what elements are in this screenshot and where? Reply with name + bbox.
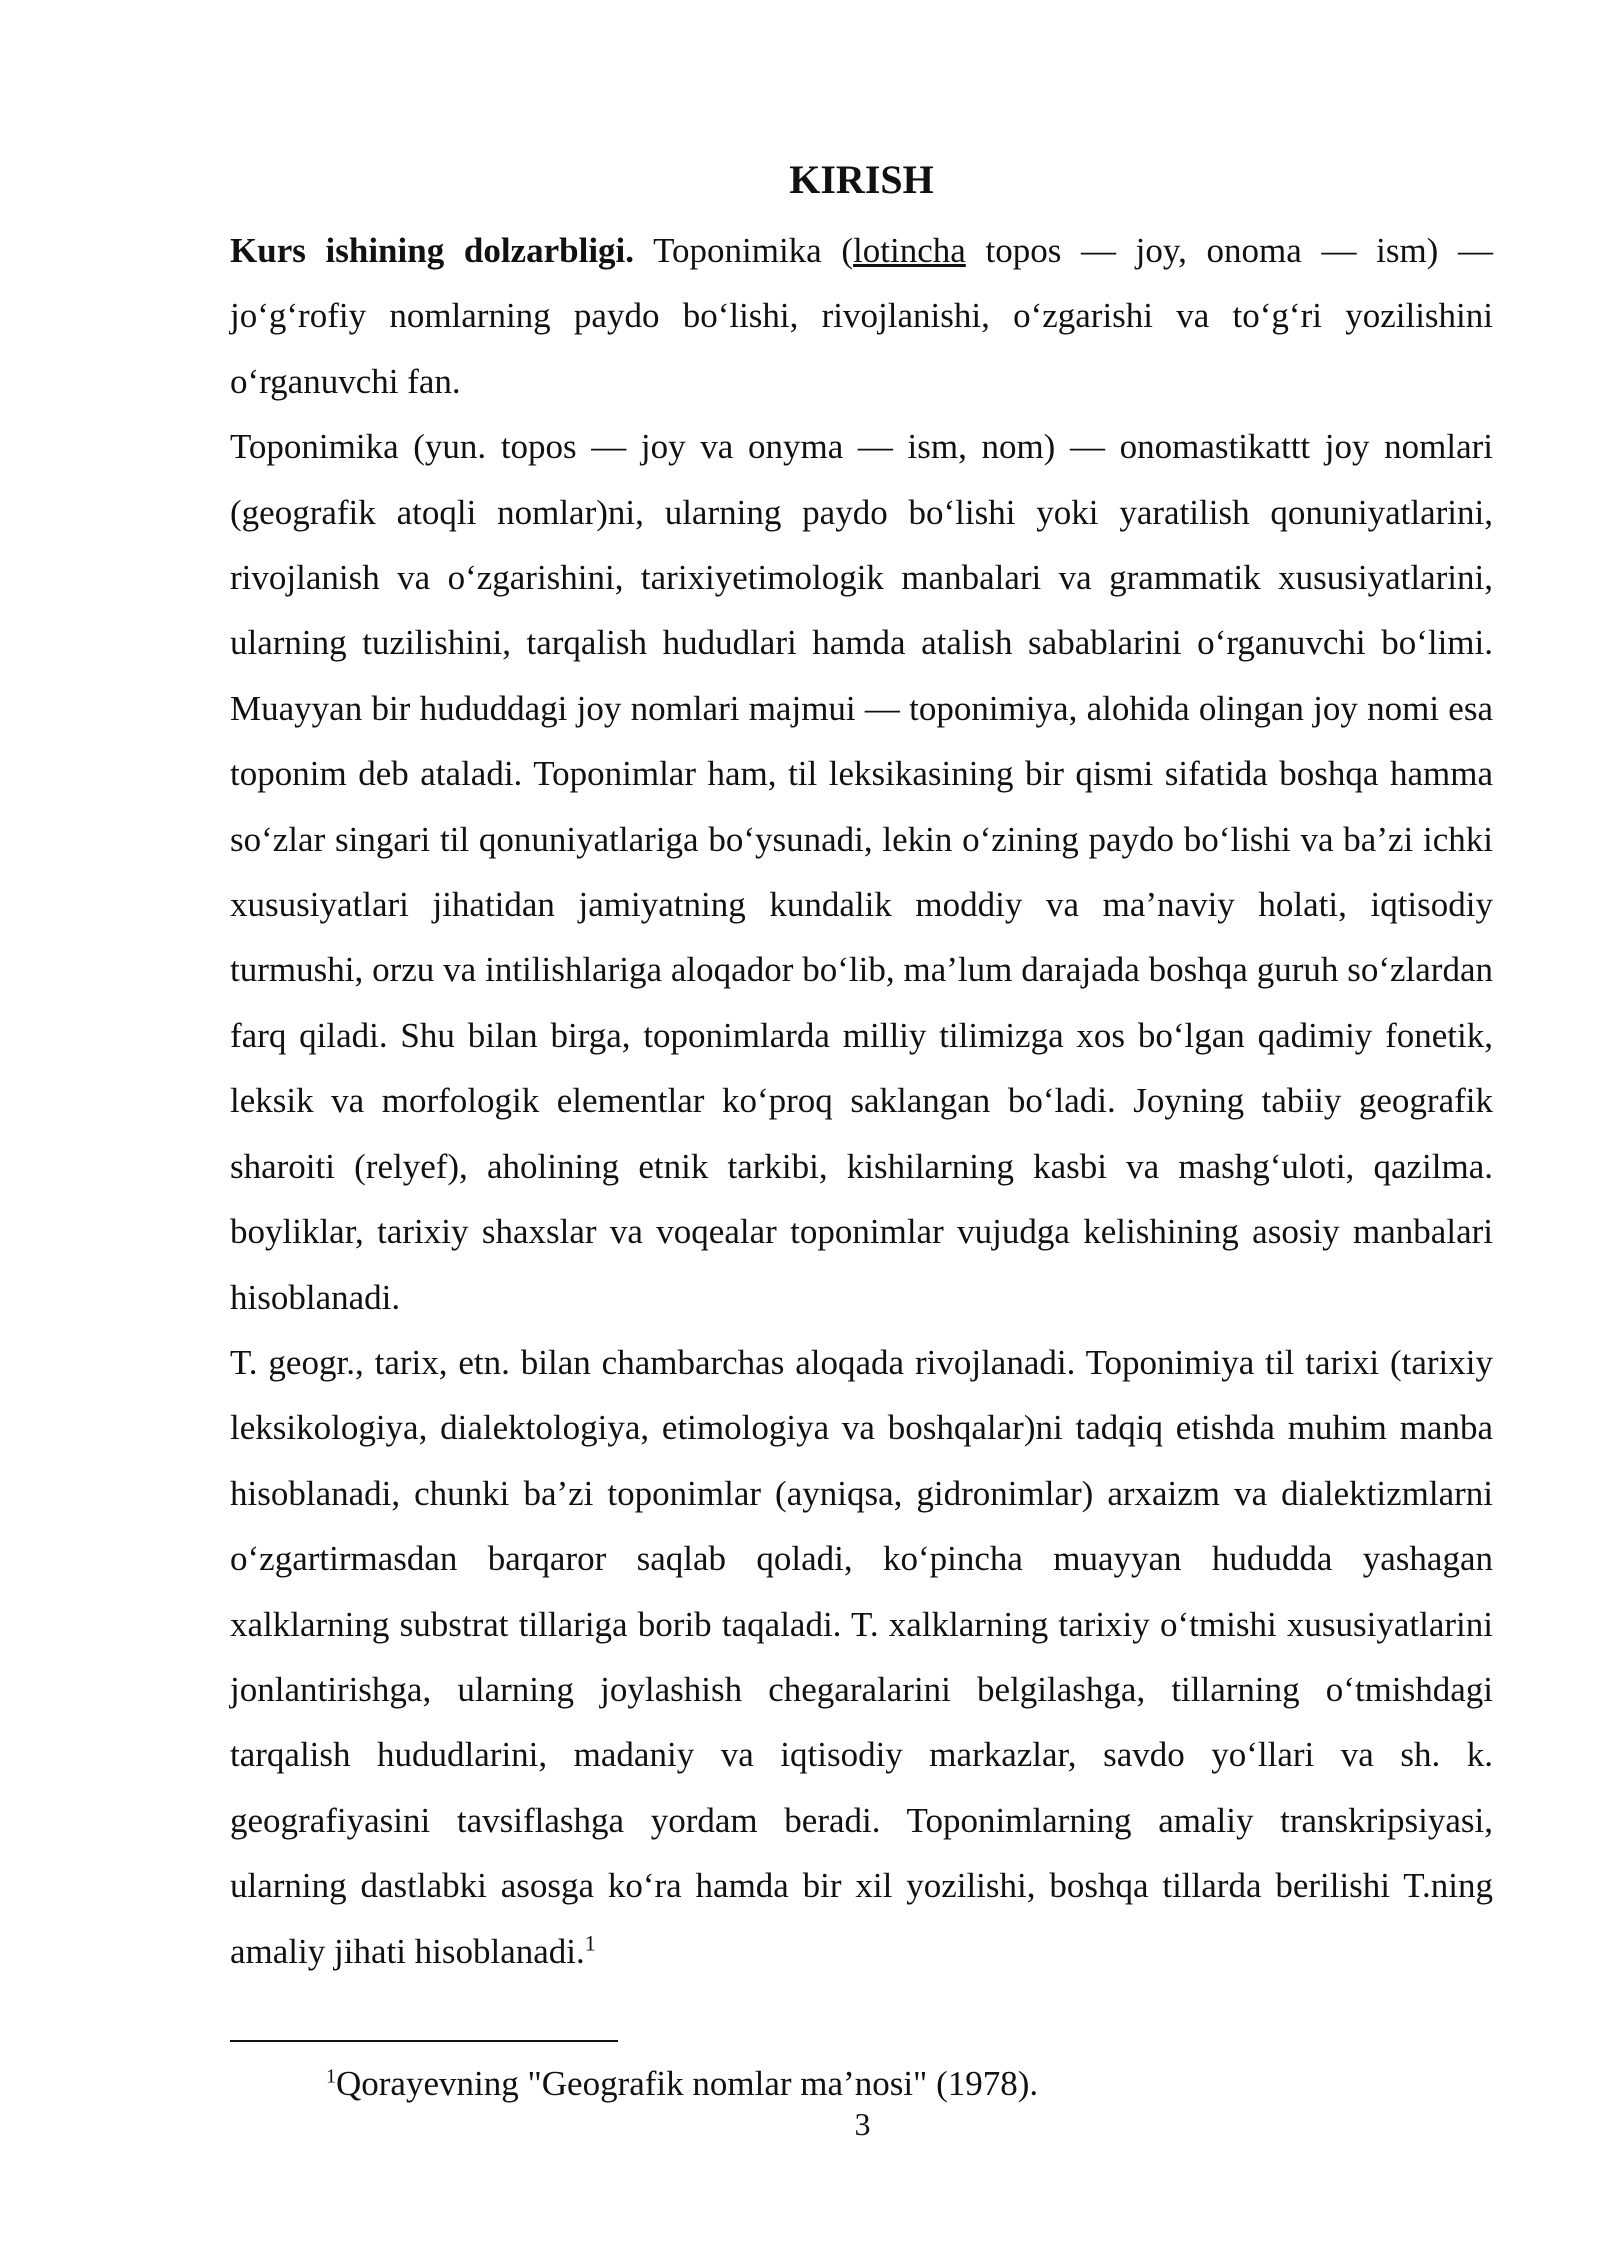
footnote [326,2062,1038,2106]
paragraph-relevance [230,218,1493,414]
paragraph-text-rest: topos — joy, onoma — ism) — jo‘g‘rofiy nomlarning paydo bo‘lishi, rivojlanishi, o‘zgarishi va to‘g‘ri yozilishini o‘rganuvchi fan. [230,231,1494,401]
section-heading: KIRISH [789,157,934,202]
footnote-marker: 1 [326,2065,336,2088]
underlined-word: lotincha [853,231,966,270]
footnote-text: Qorayevning "Geografik nomlar ma’nosi" (1978). [336,2064,1039,2103]
paragraph-definition: Toponimika (yun. topos — joy va onyma — ism, nom) — onomastikattt joy nomlari (geografik atoqli nomlar)ni, ularning paydo bo‘lishi yoki yaratilish qonuniyatlarini, rivojlanish va o‘zgarishini, tarixiyetimologik manbalari va grammatik xususiyatlarini, ularning tuzilishini, tarqalish hududlari hamda atalish sabablarini o‘rganuvchi bo‘limi. Muayyan bir hududdagi joy nomlari majmui — toponimiya, alohida olingan joy nomi esa toponim deb ataladi. Toponimlar ham, til leksikasining bir qismi sifatida boshqa hamma so‘zlar singari til qonuniyatlariga bo‘ysunadi, lekin o‘zining paydo bo‘lishi va ba’zi ichki xususiyatlari jihatidan jamiyatning kundalik moddiy va ma’naviy holati, iqtisodiy turmushi, orzu va intilishlariga aloqador bo‘lib, ma’lum darajada boshqa guruh so‘zlardan farq qiladi. Shu bilan birga, toponimlarda milliy tilimizga xos bo‘lgan qadimiy fonetik, leksik va morfologik elementlar ko‘proq saklangan bo‘ladi. Joyning tabiiy geografik sharoiti (relyef), aholining etnik tarkibi, kishilarning kasbi va mashg‘uloti, qazilma. boyliklar, tarixiy shaxslar va voqealar toponimlar vujudga kelishining asosiy manbalari hisoblanadi. [230,427,1493,1317]
paragraph-relations [230,1330,1493,1984]
paragraph-lead: Kurs ishining dolzarbligi. [230,231,635,270]
body-text [230,218,1493,1984]
paragraph-text-start: Toponimika ( [634,231,854,270]
paragraph-relations-text: T. geogr., tarix, etn. bilan chambarchas aloqada rivojlanadi. Toponimiya til tarixi (tarixiy leksikologiya, dialektologiya, etimologiya va boshqalar)ni tadqiq etishda muhim manba hisoblanadi, chunki ba’zi toponimlar (ayniqsa, gidronimlar) arxaizm va dialektizmlarni o‘zgartirmasdan barqaror saqlab qoladi, ko‘pincha muayyan hududda yashagan xalklarning substrat tillariga borib taqaladi. T. xalklarning tarixiy o‘tmishi xususiyatlarini jonlantirishga, ularning joylashish chegaralarini belgilashga, tillarning o‘tmishdagi tarqalish hududlarini, madaniy va iqtisodiy markazlar, savdo yo‘llari va sh. k. geografiyasini tavsiflashga yordam beradi. Toponimlarning amaliy transkripsiyasi, ularning dastlabki asosga ko‘ra hamda bir xil yozilishi, boshqa tillarda berilishi T.ning amaliy jihati hisoblanadi. [230,1342,1493,1971]
footnote-reference[interactable]: 1 [584,1929,596,1955]
page-number: 3 [854,2106,871,2142]
footnote-separator [230,2040,618,2042]
